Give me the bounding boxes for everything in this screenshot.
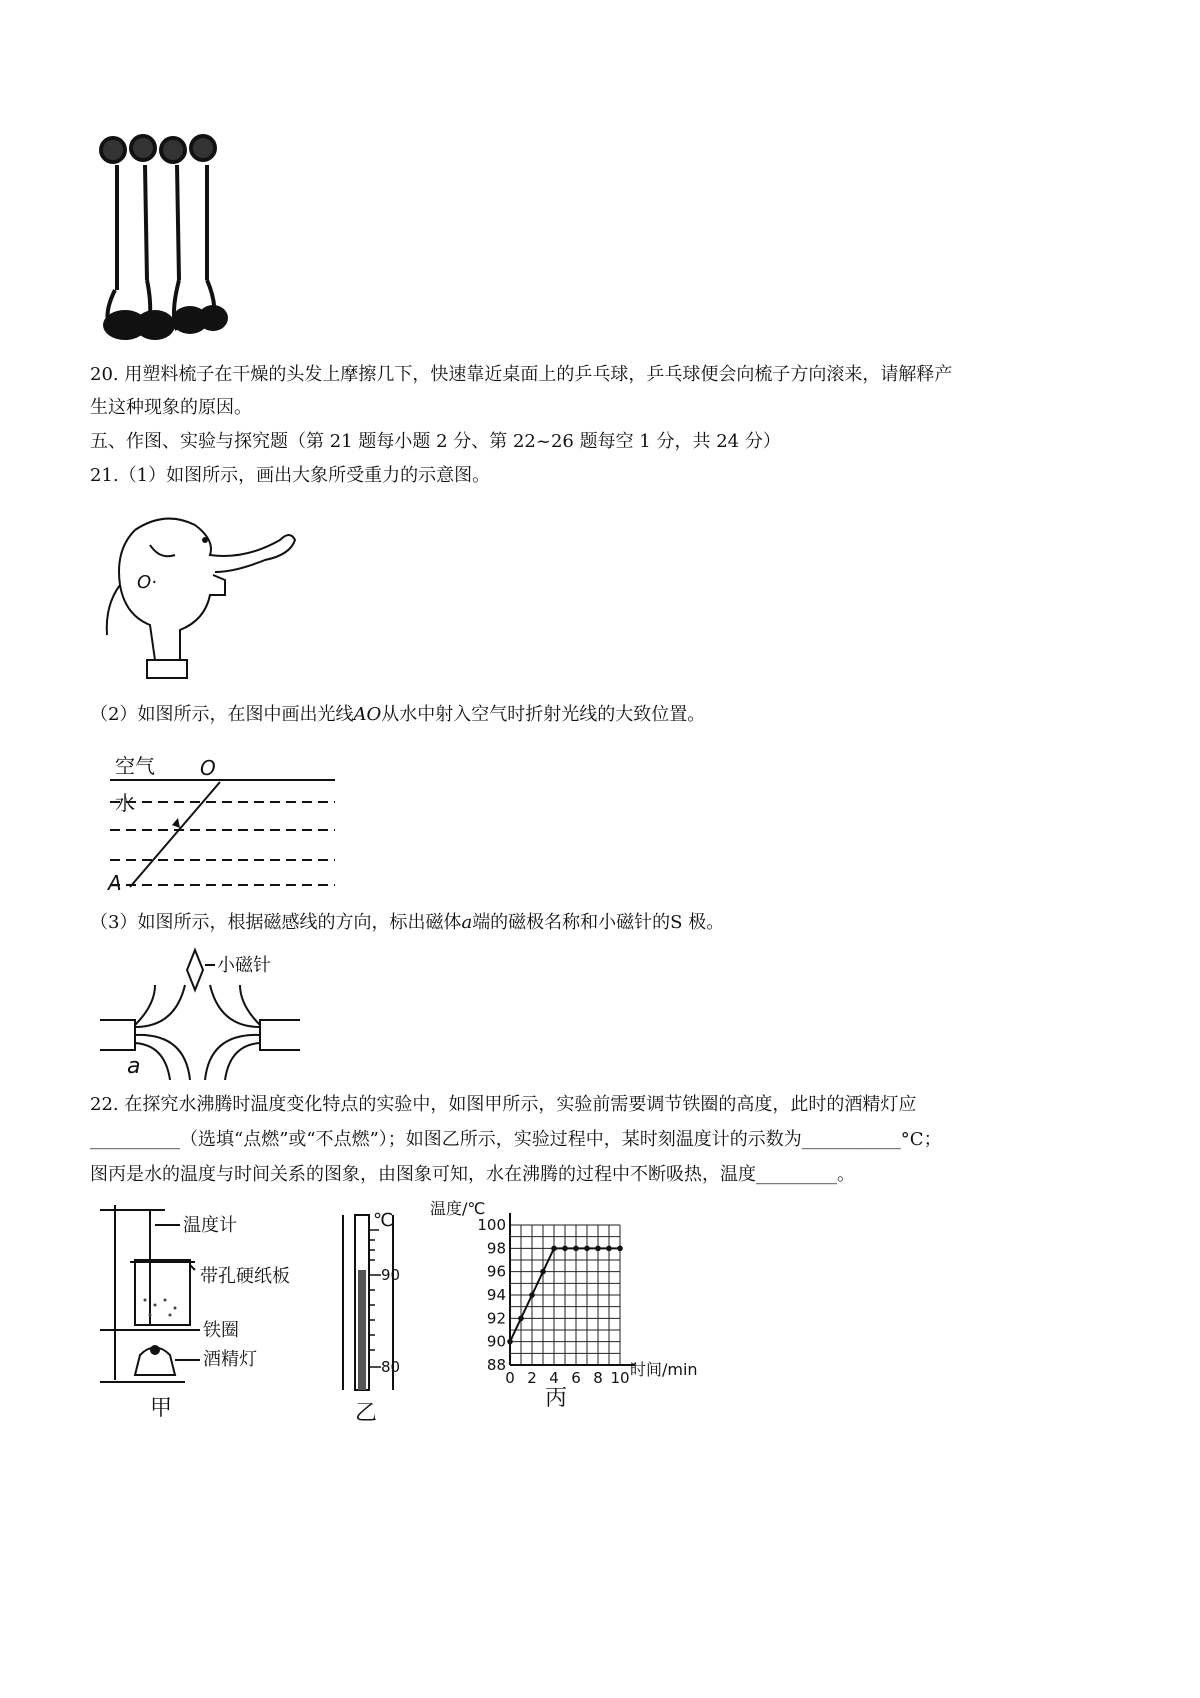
y-tick-label: 98 — [486, 1239, 506, 1258]
magnet-figure — [95, 945, 310, 1080]
refraction-figure — [100, 745, 340, 895]
question-22-line2: __________（选填“点燃”或“不点燃”）；如图乙所示，实验过程中，某时刻温度计的示数为___________°C； — [90, 1129, 942, 1150]
question-21-part1: 21.（1）如图所示，画出大象所受重力的示意图。 — [90, 465, 491, 486]
air-label: 空气 — [115, 754, 155, 778]
part3-text-post: 端的磁极名称和小磁针的S 极。 — [472, 912, 725, 933]
x-tick-label: 6 — [571, 1369, 581, 1387]
spoons-figure — [95, 130, 245, 345]
iron-ring-label: 铁圈 — [203, 1320, 239, 1341]
alcohol-lamp-label: 酒精灯 — [203, 1349, 257, 1370]
thermometer-tick-80: 80 — [381, 1358, 401, 1376]
data-point — [551, 1246, 557, 1252]
question-20-line1: 20. 用塑料梳子在干燥的头发上摩擦几下，快速靠近桌面上的乒乓球，乒乓球便会向梳子方向滚来，请解释产 — [90, 364, 953, 385]
part2-text-pre: （2）如图所示，在图中画出光线 — [90, 704, 354, 725]
data-point — [507, 1339, 513, 1345]
y-tick-label: 90 — [486, 1332, 506, 1351]
data-point — [595, 1246, 601, 1252]
thermometer-figure — [335, 1210, 425, 1425]
question-22-line3: 图丙是水的温度与时间关系的图象，由图象可知，水在沸腾的过程中不断吸热，温度_________。 — [90, 1164, 855, 1185]
y-tick-label: 94 — [486, 1286, 506, 1304]
x-tick-label: 2 — [527, 1369, 537, 1387]
y-tick-label: 96 — [486, 1262, 506, 1281]
data-point — [562, 1246, 568, 1252]
elephant-figure — [95, 510, 310, 680]
thermometer-label: 温度计 — [183, 1215, 237, 1236]
y-tick-label: 88 — [486, 1356, 506, 1374]
needle-label: 小磁针 — [217, 955, 271, 976]
question-22-line1: 22. 在探究水沸腾时温度变化特点的实验中，如图甲所示，实验前需要调节铁圈的高度，此时的酒精灯应 — [90, 1094, 917, 1115]
data-point — [606, 1246, 612, 1252]
data-point — [573, 1246, 579, 1252]
figure-bing-caption: 丙 — [545, 1386, 568, 1411]
temperature-time-chart — [430, 1200, 720, 1425]
point-o-label: O — [200, 756, 216, 780]
part3-text-pre: （3）如图所示，根据磁感线的方向，标出磁体 — [90, 912, 462, 933]
y-axis-label: 温度/℃ — [430, 1200, 486, 1218]
figure-yi-caption: 乙 — [355, 1401, 378, 1425]
x-tick-label: 10 — [610, 1369, 630, 1387]
question-21-part2 — [90, 700, 705, 730]
cardboard-label: 带孔硬纸板 — [200, 1266, 290, 1287]
thermometer-tick-90: 90 — [381, 1266, 401, 1284]
apparatus-figure — [95, 1200, 325, 1425]
section-5-heading: 五、作图、实验与探究题（第 21 题每小题 2 分、第 22~26 题每空 1 分，共 24 分） — [90, 431, 781, 452]
point-a-label: A — [108, 871, 122, 895]
thermometer-unit: ℃ — [373, 1210, 394, 1231]
water-label: 水 — [115, 791, 135, 815]
part2-var-ao: AO — [353, 704, 382, 725]
x-tick-label: 0 — [505, 1369, 515, 1387]
question-20-line2: 生这种现象的原因。 — [90, 397, 252, 418]
magnet-end-a-label: a — [127, 1054, 141, 1079]
question-21-part3 — [90, 908, 724, 938]
data-point — [584, 1246, 590, 1252]
y-tick-label: 92 — [486, 1309, 506, 1328]
x-axis-label: 时间/min — [630, 1360, 698, 1379]
data-point — [518, 1316, 524, 1322]
data-point — [540, 1269, 546, 1275]
x-tick-label: 8 — [593, 1369, 603, 1387]
figure-jia-caption: 甲 — [150, 1396, 173, 1421]
part2-text-post: 从水中射入空气时折射光线的大致位置。 — [381, 704, 706, 725]
y-tick-label: 100 — [477, 1216, 506, 1234]
data-point — [529, 1292, 535, 1298]
elephant-center-label: O· — [137, 572, 157, 593]
data-point — [617, 1246, 623, 1252]
part3-var-a: a — [461, 912, 473, 933]
x-tick-label: 4 — [549, 1369, 559, 1387]
